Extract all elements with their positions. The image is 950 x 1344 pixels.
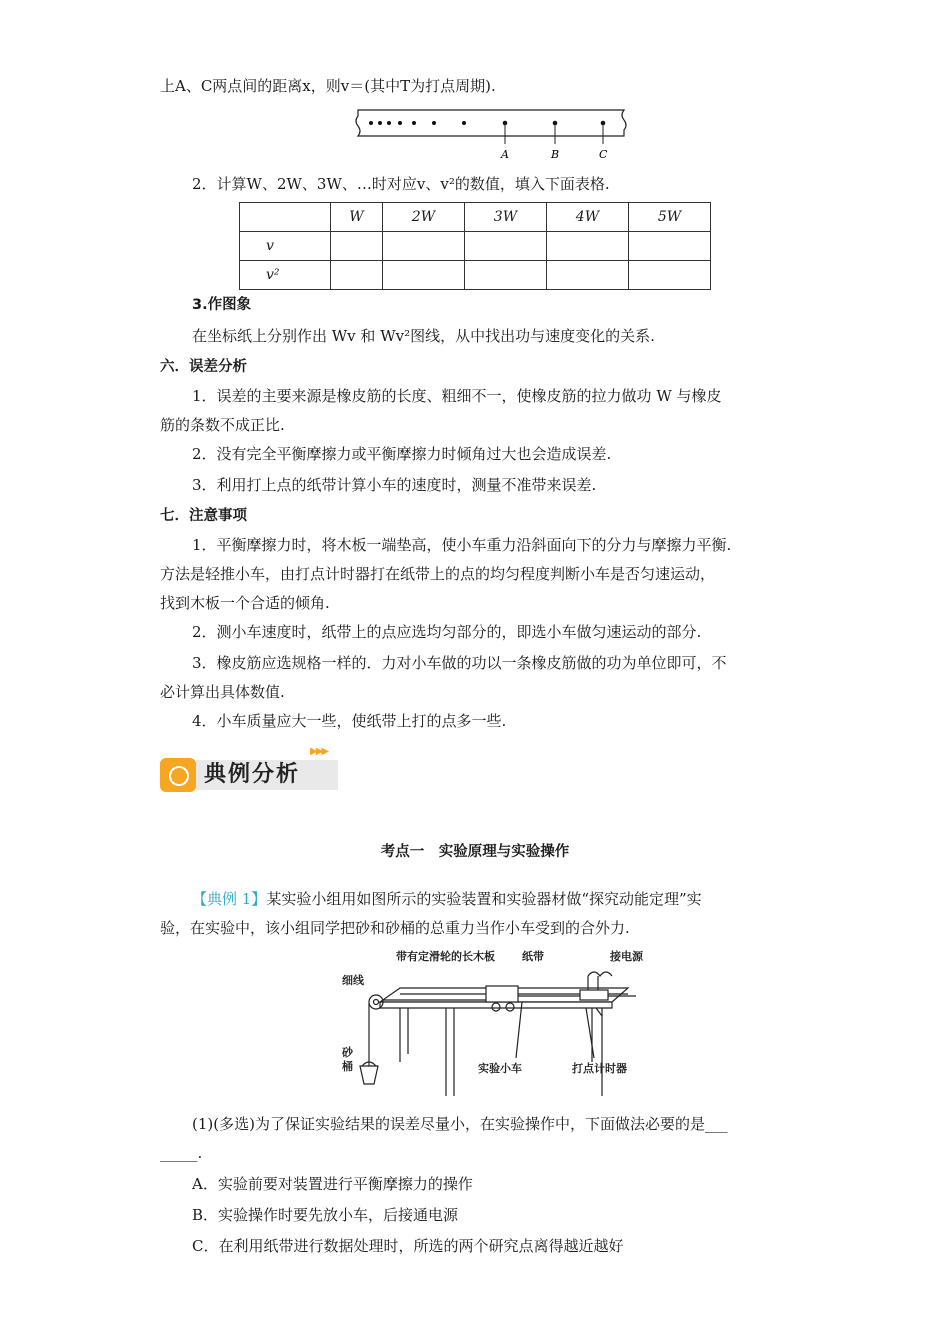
data-table <box>239 202 711 290</box>
sec6-item1: 1．误差的主要来源是橡皮筋的长度、粗细不一，使橡皮筋的拉力做功 W 与橡皮 <box>192 387 722 405</box>
table-cell <box>464 232 546 261</box>
table-header: W <box>331 203 383 232</box>
sec7-item1-cont2: 找到木板一个合适的倾角. <box>160 594 330 612</box>
sec7-item1-cont: 方法是轻推小车，由打点计时器打在纸带上的点的均匀程度判断小车是否匀速运动， <box>160 565 716 583</box>
sec6-item2: 2．没有完全平衡摩擦力或平衡摩擦力时倾角过大也会造成误差. <box>192 445 612 463</box>
table-corner <box>240 203 331 232</box>
table-cell <box>464 261 546 290</box>
table-cell <box>546 232 628 261</box>
sec7-item4: 4．小车质量应大一些，使纸带上打的点多一些. <box>192 712 507 730</box>
table-cell <box>331 261 383 290</box>
banner-title: 典例分析 <box>204 762 301 787</box>
question1-line1: (1)(多选)为了保证实验结果的误差尽量小，在实验操作中，下面做法必要的是___ <box>192 1115 728 1133</box>
example-line1 <box>192 889 824 909</box>
label-board: 带有定滑轮的长木板 <box>396 950 495 963</box>
table-header: 5W <box>628 203 710 232</box>
table-header: 3W <box>464 203 546 232</box>
question1-blank: _____. <box>160 1144 203 1162</box>
table-header: 4W <box>546 203 628 232</box>
label-string: 细线 <box>342 974 364 987</box>
tape-label-c: C <box>599 148 608 161</box>
section6-title: 六．误差分析 <box>160 359 247 375</box>
arrows-icon: ▶▶▶ <box>310 746 328 757</box>
section7-title: 七．注意事项 <box>160 508 247 524</box>
step3-text: 在坐标纸上分别作出 Wv 和 Wv²图线，从中找出功与速度变化的关系. <box>192 327 655 345</box>
sec7-item2: 2．测小车速度时，纸带上的点应选均匀部分的，即选小车做匀速运动的部分. <box>192 623 702 641</box>
example-analysis-banner <box>160 746 340 794</box>
example-text: 某实验小组用如图所示的实验装置和实验器材做“探究动能定理”实 <box>266 890 702 908</box>
table-cell <box>331 232 383 261</box>
globe-icon <box>160 758 196 792</box>
tape-label-b: B <box>551 148 560 161</box>
option-a: A．实验前要对装置进行平衡摩擦力的操作 <box>192 1175 473 1193</box>
step3-title: 3.作图象 <box>192 297 252 313</box>
label-tape: 纸带 <box>522 950 544 963</box>
label-timer: 打点计时器 <box>572 1062 627 1075</box>
step2-text: 2．计算W、2W、3W、…时对应v、v²的数值，填入下面表格. <box>192 175 610 193</box>
tape-label-a: A <box>501 148 509 161</box>
sec7-item3-cont: 必计算出具体数值. <box>160 683 285 701</box>
table-row <box>240 261 711 290</box>
sec6-item3: 3．利用打上点的纸带计算小车的速度时，测量不准带来误差. <box>192 476 597 494</box>
sec7-item3: 3．橡皮筋应选规格一样的．力对小车做的功以一条橡皮筋做的功为单位即可，不 <box>192 654 727 672</box>
apparatus-figure <box>336 946 666 1102</box>
label-bucket-1: 砂 <box>342 1046 353 1059</box>
row-label-v2: v² <box>240 261 331 290</box>
table-cell <box>382 232 464 261</box>
kaodian-title: 考点一 实验原理与实验操作 <box>380 844 570 860</box>
intro-line: 上A、C两点间的距离x，则v＝(其中T为打点周期). <box>160 77 496 95</box>
sec6-item1-cont: 筋的条数不成正比. <box>160 416 285 434</box>
label-power: 接电源 <box>610 950 643 963</box>
option-c: C．在利用纸带进行数据处理时，所选的两个研究点离得越近越好 <box>192 1237 624 1255</box>
paper-tape-figure <box>352 106 632 164</box>
table-cell <box>382 261 464 290</box>
table-header: 2W <box>382 203 464 232</box>
table-cell <box>628 261 710 290</box>
table-row <box>240 232 711 261</box>
sec7-item1: 1．平衡摩擦力时，将木板一端垫高，使小车重力沿斜面向下的分力与摩擦力平衡. <box>192 536 732 554</box>
row-label-v: v <box>240 232 331 261</box>
example-line2: 验，在实验中，该小组同学把砂和砂桶的总重力当作小车受到的合外力. <box>160 919 630 937</box>
label-bucket-2: 桶 <box>342 1060 353 1073</box>
example-tag: 【典例 1】 <box>192 890 267 908</box>
label-car: 实验小车 <box>478 1062 522 1075</box>
option-b: B．实验操作时要先放小车，后接通电源 <box>192 1206 459 1224</box>
table-cell <box>546 261 628 290</box>
table-cell <box>628 232 710 261</box>
table-header-row <box>240 203 711 232</box>
